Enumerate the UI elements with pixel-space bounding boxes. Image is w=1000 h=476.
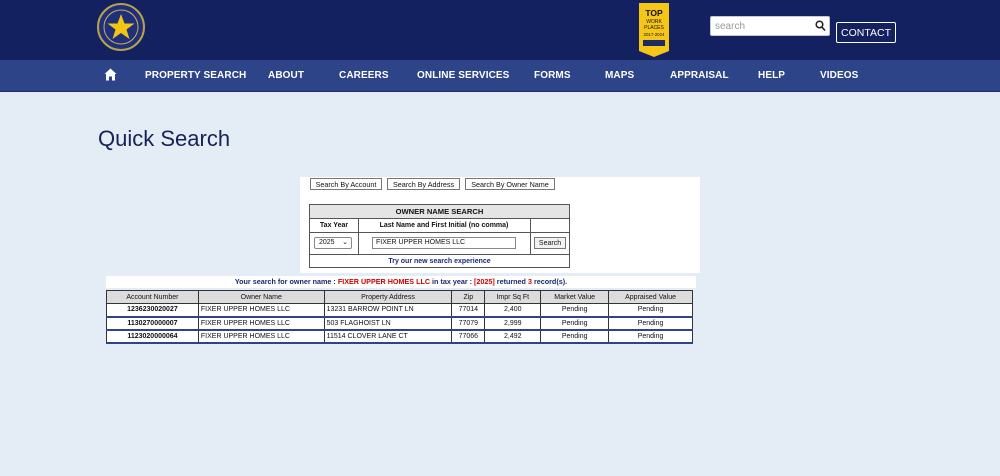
tab-search-by-address[interactable]: Search By Address xyxy=(387,178,460,190)
owner-name-cell: FIXER UPPER HOMES LLC xyxy=(198,317,324,330)
results-header-row xyxy=(107,291,693,304)
new-search-experience-link[interactable]: Try our new search experience xyxy=(310,254,569,267)
table-row xyxy=(107,317,693,330)
col-account-number[interactable]: Account Number xyxy=(107,291,199,304)
col-appraised-value[interactable]: Appraised Value xyxy=(609,291,693,304)
county-seal-logo[interactable] xyxy=(97,3,145,51)
zip-cell: 77014 xyxy=(452,304,485,317)
address-cell: 11514 CLOVER LANE CT xyxy=(324,330,452,343)
tax-year-value: 2025 xyxy=(319,239,335,246)
owner-name-cell: FIXER UPPER HOMES LLC xyxy=(198,304,324,317)
appraised-value-cell: Pending xyxy=(609,304,693,317)
col-impr-sq-ft[interactable]: Impr Sq Ft xyxy=(485,291,541,304)
results-table xyxy=(106,290,693,344)
search-panel xyxy=(300,177,700,273)
site-search-box xyxy=(710,16,830,36)
address-cell: 503 FLAGHOIST LN xyxy=(324,317,452,330)
nav-maps[interactable]: MAPS xyxy=(605,70,635,81)
tax-year-select[interactable] xyxy=(314,237,352,249)
owner-name-search-form xyxy=(309,204,570,268)
table-row xyxy=(107,304,693,317)
search-results xyxy=(106,276,696,342)
summary-owner: FIXER UPPER HOMES LLC xyxy=(337,277,431,286)
summary-text: returned xyxy=(494,277,528,286)
summary-text: in tax year : xyxy=(430,277,475,286)
chevron-down-icon: ⌄ xyxy=(342,239,348,246)
svg-text:WORK: WORK xyxy=(646,19,662,25)
summary-text: Your search for owner name : xyxy=(234,277,338,286)
tax-year-label: Tax Year xyxy=(310,219,358,233)
summary-text: record(s). xyxy=(531,277,568,286)
owner-search-title: OWNER NAME SEARCH xyxy=(310,205,569,219)
nav-online-services[interactable]: ONLINE SERVICES xyxy=(417,70,510,81)
top-header xyxy=(0,0,1000,60)
market-value-cell: Pending xyxy=(541,304,609,317)
tab-search-by-account[interactable]: Search By Account xyxy=(310,178,382,190)
nav-property-search[interactable]: PROPERTY SEARCH xyxy=(145,70,247,81)
address-cell: 13231 BARROW POINT LN xyxy=(324,304,452,317)
table-row xyxy=(107,330,693,343)
market-value-cell: Pending xyxy=(541,330,609,343)
home-icon[interactable] xyxy=(104,68,117,86)
contact-button[interactable]: CONTACT xyxy=(836,22,896,43)
sqft-cell: 2,400 xyxy=(485,304,541,317)
account-number-link[interactable]: 1123020000064 xyxy=(107,330,199,343)
nav-videos[interactable]: VIDEOS xyxy=(820,70,859,81)
zip-cell: 77066 xyxy=(452,330,485,343)
summary-year: [2025] xyxy=(474,277,495,286)
summary-count: 3 xyxy=(527,277,532,286)
market-value-cell: Pending xyxy=(541,317,609,330)
col-zip[interactable]: Zip xyxy=(452,291,485,304)
empty-header-cell xyxy=(530,219,569,233)
tab-search-by-owner-name[interactable]: Search By Owner Name xyxy=(465,178,555,190)
nav-forms[interactable]: FORMS xyxy=(534,70,571,81)
svg-text:TOP: TOP xyxy=(645,8,663,18)
svg-text:2017-2024: 2017-2024 xyxy=(643,32,665,37)
sqft-cell: 2,492 xyxy=(485,330,541,343)
divider xyxy=(530,219,531,254)
main-nav xyxy=(0,60,1000,92)
divider xyxy=(358,219,359,254)
svg-text:PLACES: PLACES xyxy=(644,25,664,31)
appraised-value-cell: Pending xyxy=(609,330,693,343)
result-summary xyxy=(106,276,696,288)
nav-help[interactable]: HELP xyxy=(758,70,786,81)
account-number-link[interactable]: 1130270000007 xyxy=(107,317,199,330)
nav-appraisal[interactable]: APPRAISAL xyxy=(670,70,729,81)
site-search-input[interactable] xyxy=(715,19,813,34)
owner-name-input[interactable]: FIXER UPPER HOMES LLC xyxy=(372,237,516,249)
account-number-link[interactable]: 1236230020027 xyxy=(107,304,199,317)
col-property-address[interactable]: Property Address xyxy=(324,291,452,304)
zip-cell: 77079 xyxy=(452,317,485,330)
page-title: Quick Search xyxy=(98,126,231,151)
nav-careers[interactable]: CAREERS xyxy=(339,70,389,81)
owner-name-cell: FIXER UPPER HOMES LLC xyxy=(198,330,324,343)
sqft-cell: 2,999 xyxy=(485,317,541,330)
star-icon xyxy=(99,5,143,49)
top-workplaces-badge xyxy=(638,3,670,57)
search-icon[interactable] xyxy=(815,19,826,37)
col-market-value[interactable]: Market Value xyxy=(541,291,609,304)
appraised-value-cell: Pending xyxy=(609,317,693,330)
nav-about[interactable]: ABOUT xyxy=(268,70,305,81)
col-owner-name[interactable]: Owner Name xyxy=(198,291,324,304)
owner-search-button[interactable]: Search xyxy=(534,237,566,249)
last-name-label: Last Name and First Initial (no comma) xyxy=(358,219,530,233)
